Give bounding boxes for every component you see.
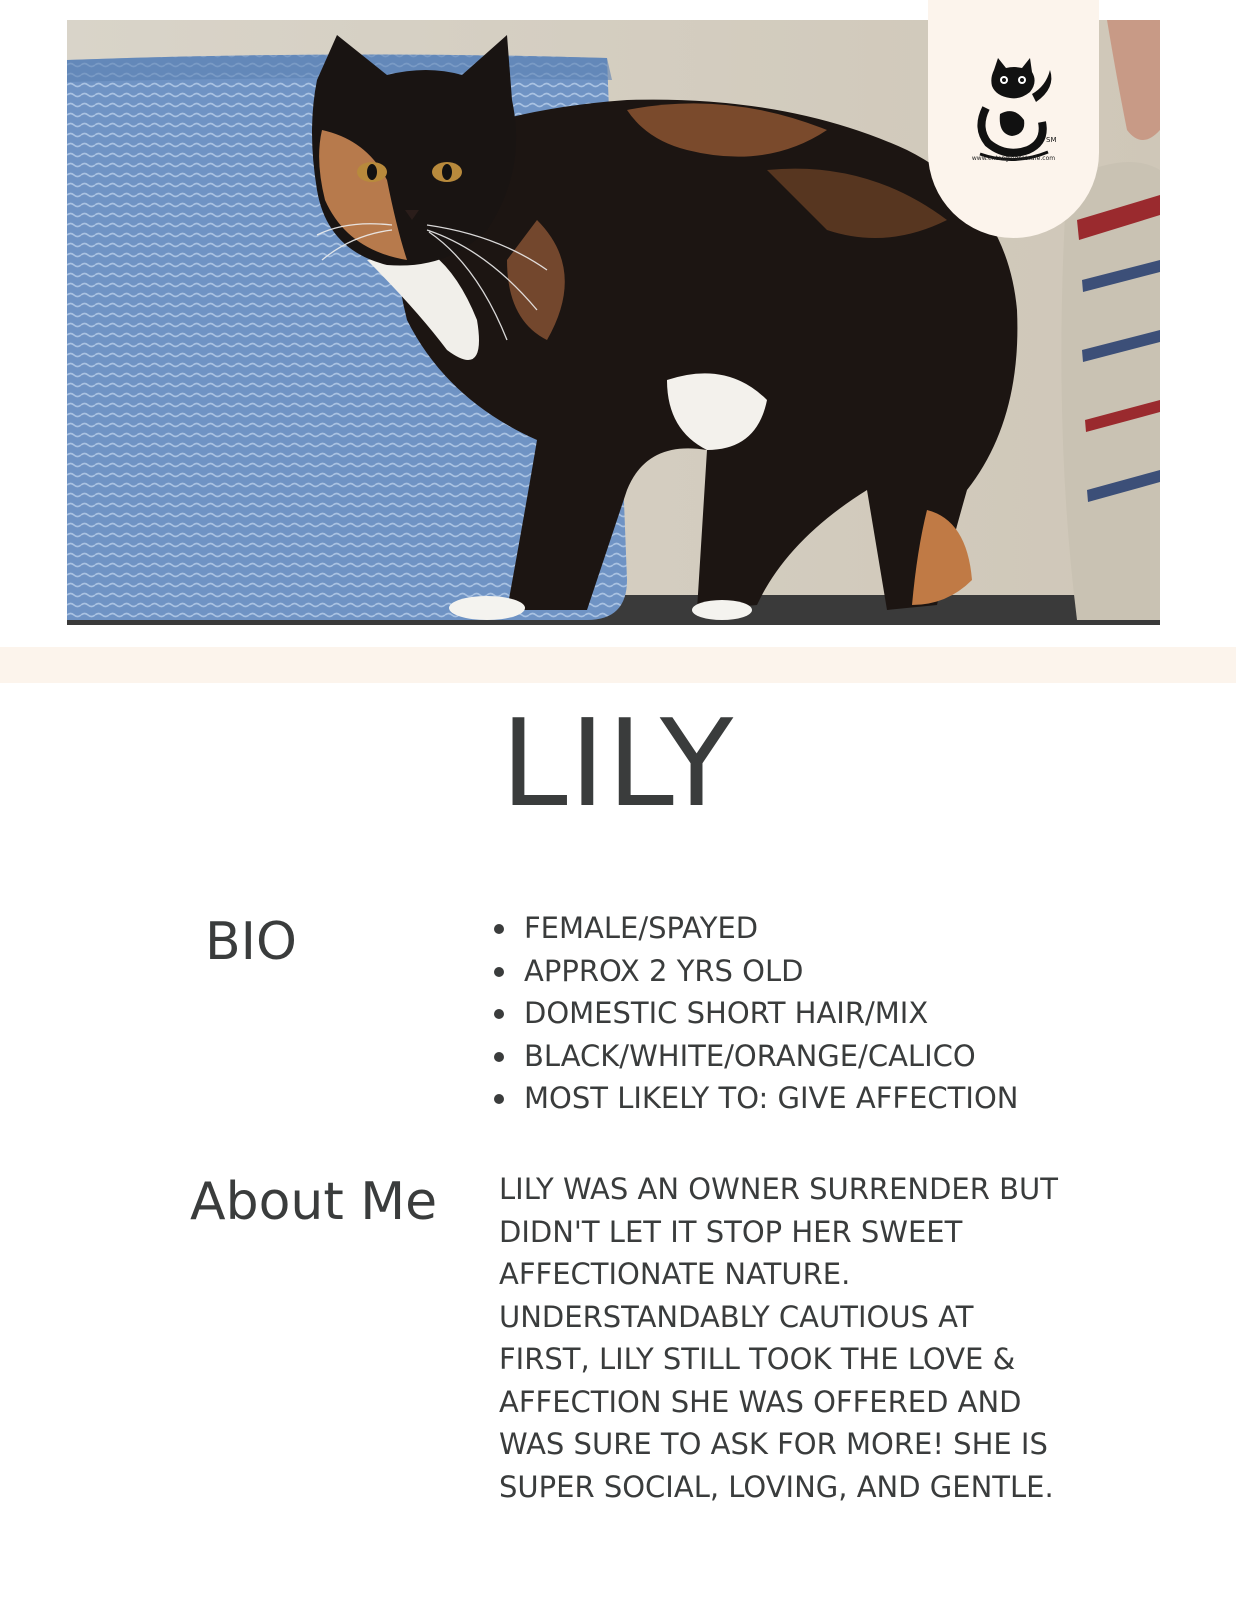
about-line: WAS SURE TO ASK FOR MORE! SHE IS	[499, 1427, 1048, 1461]
bio-heading: BIO	[205, 912, 297, 972]
about-line: AFFECTION SHE WAS OFFERED AND	[499, 1384, 1022, 1419]
about-line: DIDN'T LET IT STOP HER SWEET	[499, 1214, 963, 1249]
bio-item: FEMALE/SPAYED	[494, 907, 1018, 950]
about-line: LILY WAS AN OWNER SURRENDER BUT	[499, 1172, 1058, 1206]
logo-mark: SM	[1046, 136, 1057, 144]
about-line: SUPER SOCIAL, LOVING, AND GENTLE.	[499, 1469, 1054, 1504]
about-text	[499, 1168, 1099, 1508]
bio-item: DOMESTIC SHORT HAIR/MIX	[494, 992, 1018, 1035]
cat-logo-icon	[966, 58, 1062, 166]
cat-name: LILY	[500, 695, 736, 834]
about-line: FIRST, LILY STILL TOOK THE LOVE &	[499, 1342, 1016, 1376]
about-line: UNDERSTANDABLY CAUTIOUS AT	[499, 1299, 974, 1334]
bio-item: MOST LIKELY TO: GIVE AFFECTION	[494, 1077, 1018, 1120]
logo-badge	[928, 0, 1099, 238]
about-line: AFFECTIONATE NATURE.	[499, 1257, 851, 1291]
bio-item: BLACK/WHITE/ORANGE/CALICO	[494, 1035, 1018, 1078]
bio-list	[494, 907, 1018, 1120]
divider-band	[0, 647, 1236, 683]
about-heading: About Me	[190, 1172, 438, 1232]
bio-item: APPROX 2 YRS OLD	[494, 950, 1018, 993]
logo-url: www.entangledcatcafe.com	[971, 155, 1056, 162]
